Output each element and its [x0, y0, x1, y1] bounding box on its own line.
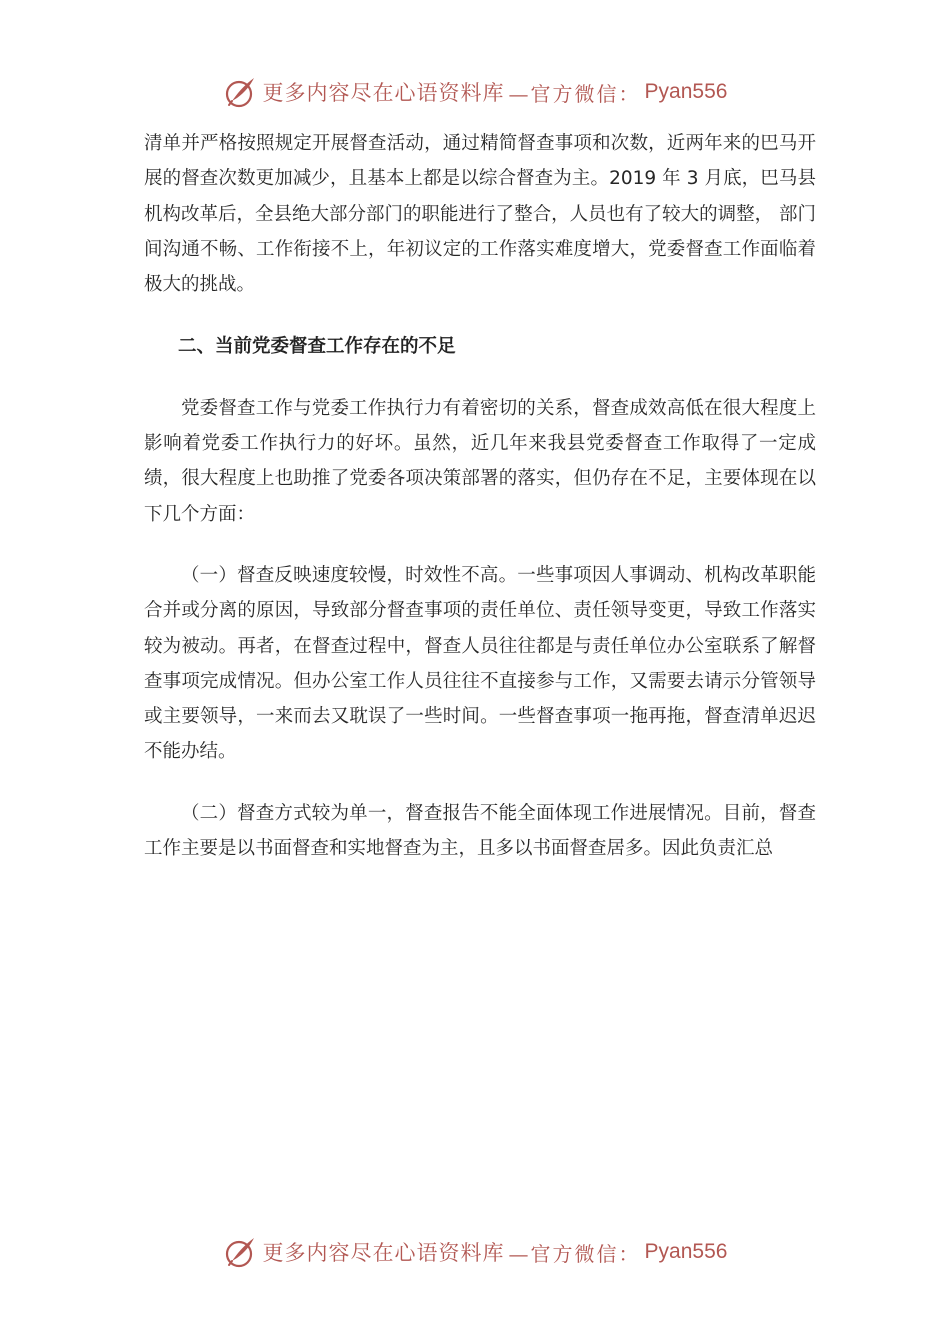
quill-pen-logo-icon — [223, 74, 259, 110]
banner-wechat-id: Pyan556 — [644, 80, 728, 103]
banner-text: 更多内容尽在心语资料库 — [262, 81, 505, 105]
paragraph-point-2: （二）督查方式较为单一，督查报告不能全面体现工作进展情况。目前，督查工作主要是以书面督查和实地督查为主，且多以书面督查居多。因此负责汇总 — [144, 802, 816, 860]
quill-pen-logo-icon — [223, 1234, 259, 1270]
banner-wechat-id: Pyan556 — [644, 1240, 728, 1263]
banner-text: 更多内容尽在心语资料库 — [262, 1241, 505, 1265]
paragraph-continued: 清单并严格按照规定开展督查活动，通过精简督查事项和次数，近两年来的巴马开展的督查次数更加减少，且基本上都是以综合督查为主。2019 年 3 月底，巴马县机构改革后，全县绝大部分部门的职能进行了整合，人员也有了较大的调整， 部门间沟通不畅、工作衔接不上，年初议定的工作落实难度增大，党委督查工作面临着极大的挑战。 — [144, 133, 816, 296]
section-heading: 二、当前党委督查工作存在的不足 — [178, 336, 456, 358]
paragraph-point-1: （一）督查反映速度较慢，时效性不高。一些事项因人事调动、机构改革职能合并或分离的原因，导致部分督查事项的责任单位、责任领导变更，导致工作落实较为被动。再者，在督查过程中，督查人员往往都是与责任单位办公室联系了解督查事项完成情况。但办公室工作人员往往不直接参与工作，又需要去请示分管领导或主要领导，一来而去又耽误了一些时间。一些督查事项一拖再拖，督查清单迟迟不能办结。 — [144, 564, 816, 763]
banner-separator: —官方微信： — [508, 81, 641, 106]
document-body — [144, 126, 816, 866]
footer-watermark-banner — [0, 1232, 950, 1272]
banner-separator: —官方微信： — [508, 1241, 641, 1266]
header-watermark-banner — [0, 72, 950, 112]
paragraph-intro: 党委督查工作与党委工作执行力有着密切的关系，督查成效高低在很大程度上影响着党委工作执行力的好坏。虽然，近几年来我县党委督查工作取得了一定成绩，很大程度上也助推了党委各项决策部署的落实，但仍存在不足，主要体现在以下几个方面： — [144, 397, 816, 525]
